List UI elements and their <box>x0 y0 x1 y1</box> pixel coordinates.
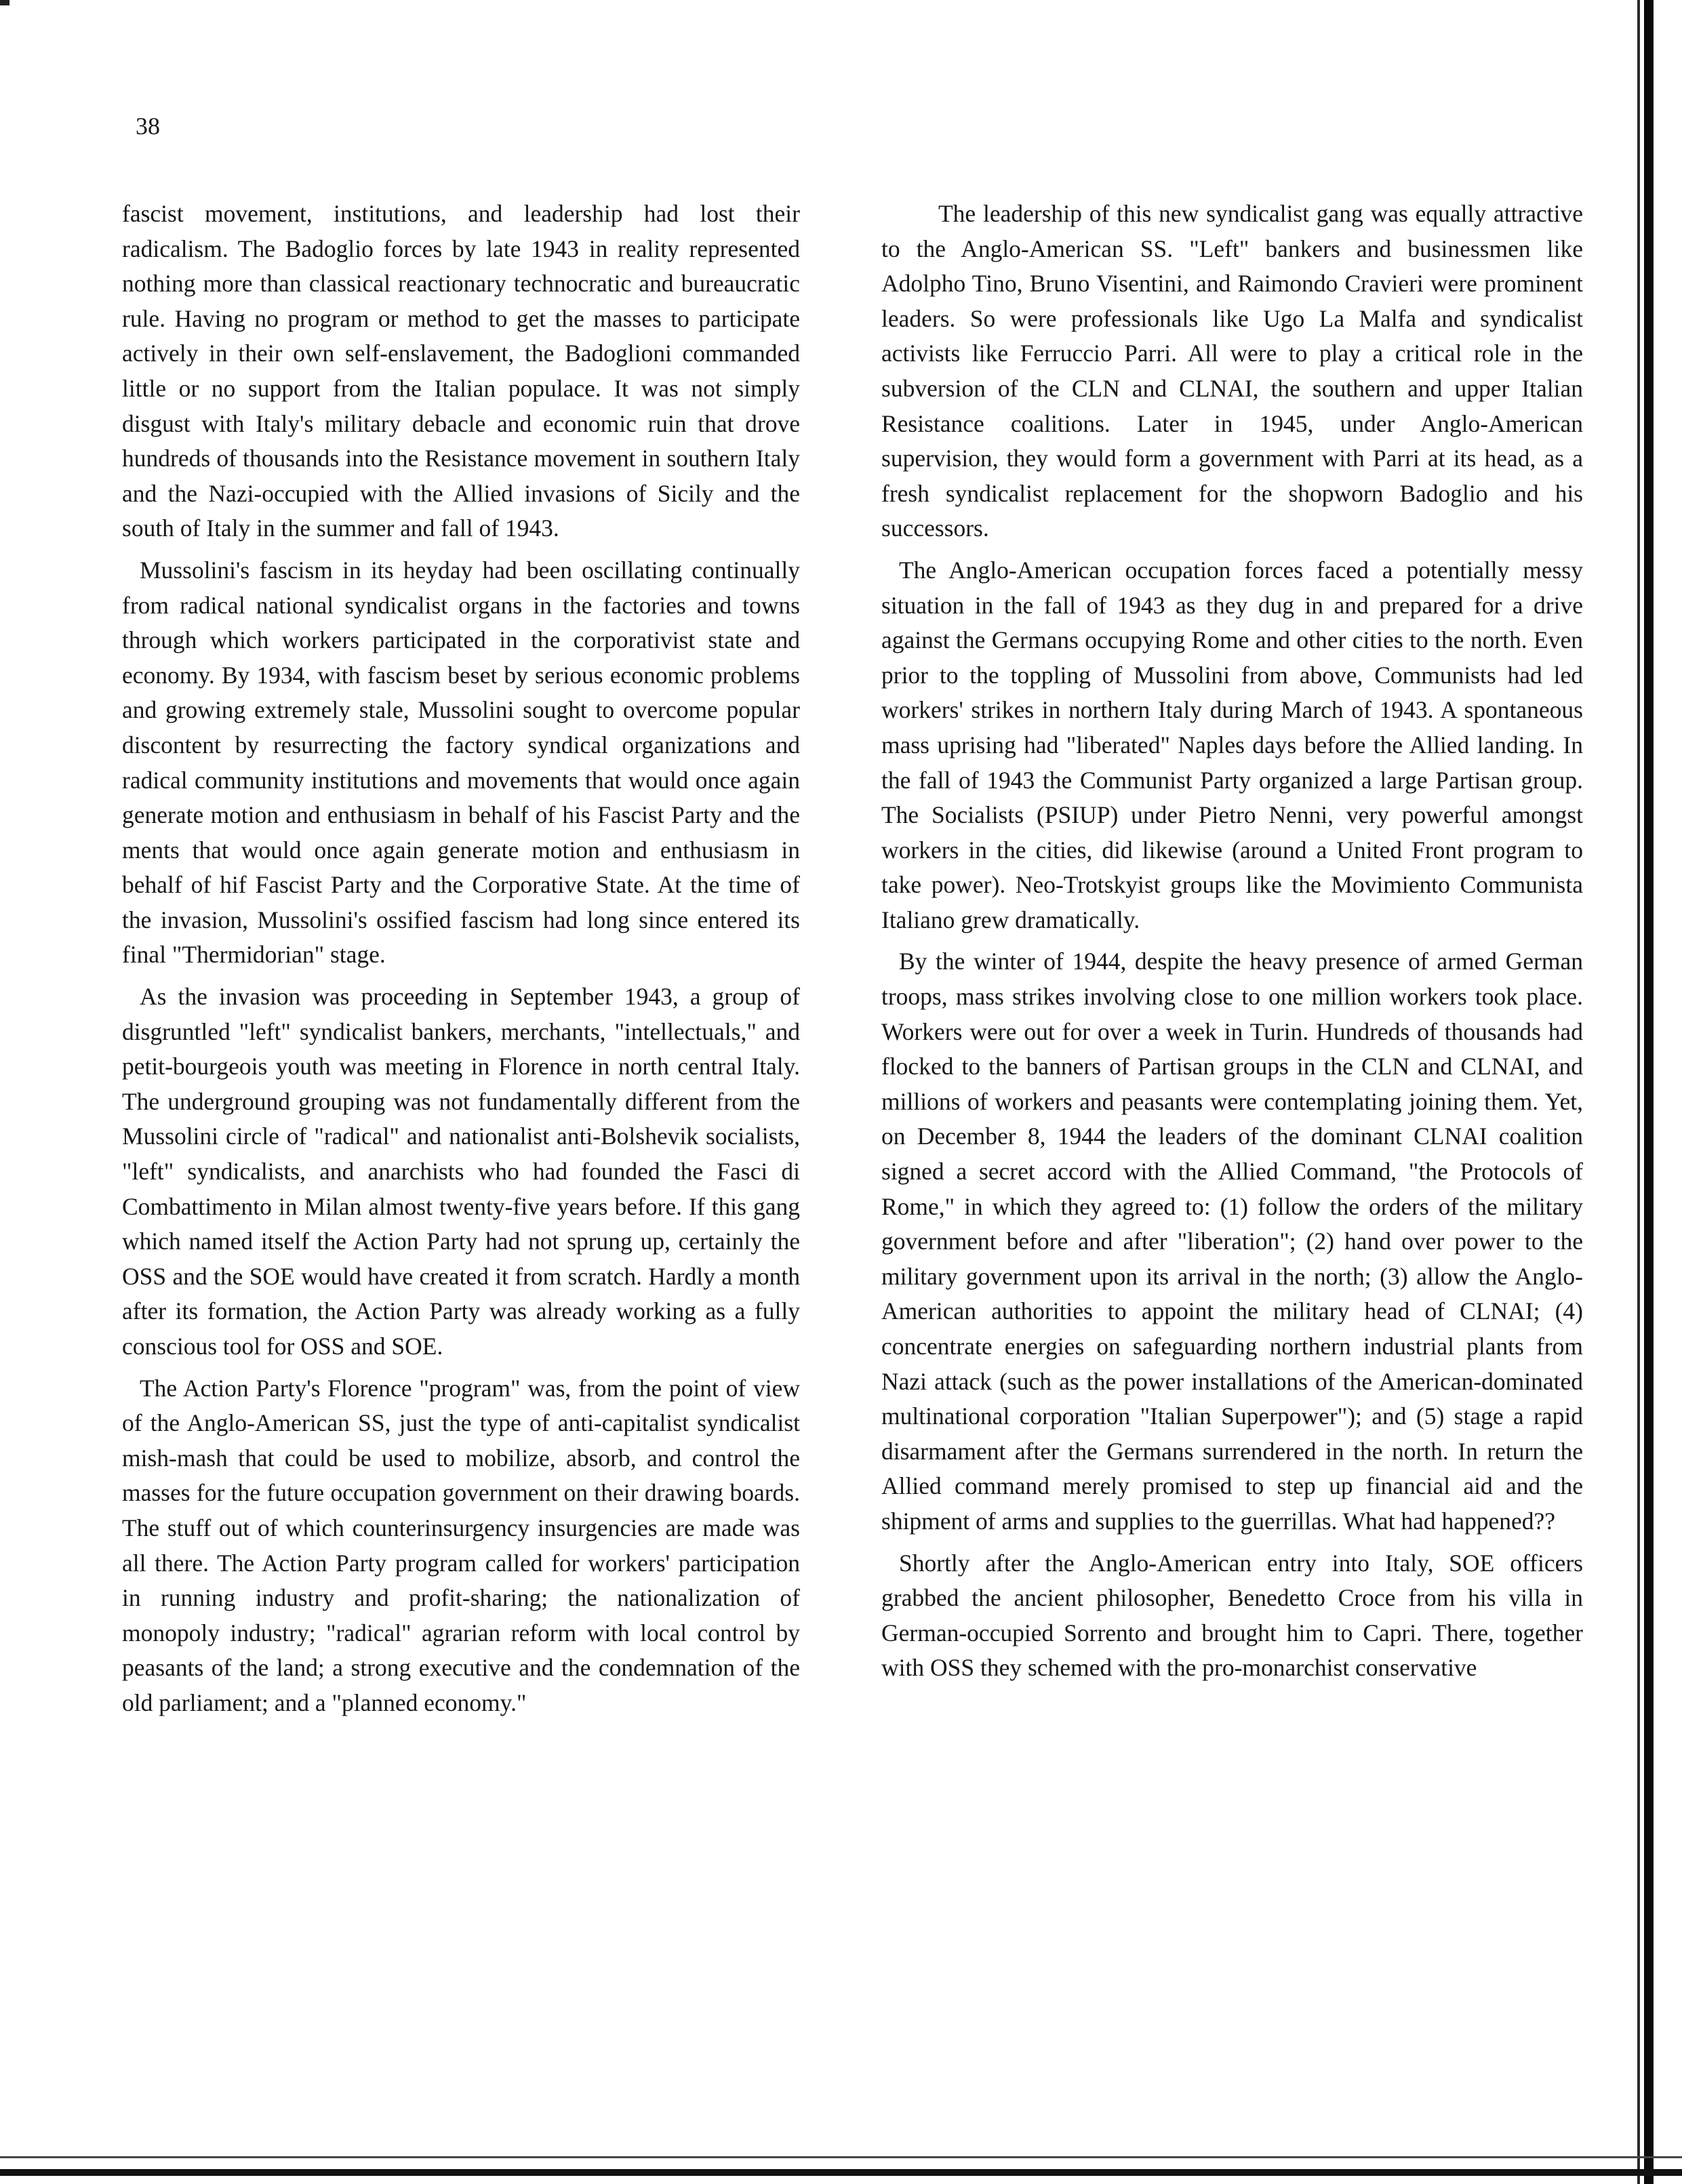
scan-corner-mark <box>0 0 9 5</box>
paragraph: Mussolini's fascism in its heyday had been oscillating continually from radical national syndicalist organs in the factories and towns through which workers participated in the corporativist state and economy. By 1934, with fascism beset by serious economic problems and growing extremely stale, Mussolini sought to overcome popular discontent by resurrecting the factory syndical organizations and radical community institutions and movements that would once again generate motion and enthusiasm in behalf of his Fascist Party and the ments that would once again generate motion and enthusiasm in behalf of hif Fascist Party and the Corporative State. At the time of the invasion, Mussolini's ossified fascism had long since entered its final "Thermidorian" stage. <box>122 556 800 969</box>
scan-bottom-shadow <box>0 2156 1682 2158</box>
paragraph: The Anglo-American occupation forces faced a potentially messy situation in the fall of 1943 as they dug in and prepared for a drive against the Germans occupying Rome and other cities to the north. Even prior to the toppling of Mussolini from above, Communists had led workers' strikes in northern Italy during March of 1943. A spontaneous mass uprising had "liberated" Naples days before the Allied landing. In the fall of 1943 the Communist Party organized a large Partisan group. The Socialists (PSIUP) under Pietro Nenni, very powerful amongst workers in the cities, did likewise (around a United Front program to take power). Neo-Trotskyist groups like the Movimiento Communista Italiano grew dramatically. <box>881 556 1583 933</box>
paragraph: As the invasion was proceeding in September 1943, a group of disgruntled "left" syndicalist bankers, merchants, "intellectuals," and petit-bourgeois youth was meeting in Florence in north central Italy. The underground grouping was not fundamentally different from the Mussolini circle of "radical" and nationalist anti-Bolshevik socialists, "left" syndicalists, and anarchists who had founded the Fasci di Combattimento in Milan almost twenty-five years before. If this gang which named itself the Action Party had not sprung up, certainly the OSS and the SOE would have created it from scratch. Hardly a month after its formation, the Action Party was already working as a fully conscious tool for OSS and SOE. <box>122 983 800 1360</box>
page-number: 38 <box>136 113 160 140</box>
left-column <box>122 197 800 1728</box>
paragraph: The Action Party's Florence "program" was, from the point of view of the Anglo-American SS, just the type of anti-capitalist syndicalist mish-mash that could be used to mobilize, absorb, and control the masses for the future occupation government on their drawing boards. The stuff out of which counterinsurgency insurgencies are made was all there. The Action Party program called for workers' participation in running industry and profit-sharing; the nationalization of monopoly industry; "radical" agrarian reform with local control by peasants of the land; a strong executive and the condemnation of the old parliament; and a "planned economy." <box>122 1374 800 1716</box>
scan-binding-shadow <box>1637 0 1640 2184</box>
paragraph: fascist movement, institutions, and leadership had lost their radicalism. The Badoglio forces by late 1943 in reality represented nothing more than classical reactionary technocratic and bureaucratic rule. Having no program or method to get the masses to participate actively in their own self-enslavement, the Badoglioni commanded little or no support from the Italian populace. It was not simply disgust with Italy's military debacle and economic ruin that drove hundreds of thousands into the Resistance movement in southern Italy and the Nazi-occupied with the Allied invasions of Sicily and the south of Italy in the summer and fall of 1943. <box>122 200 800 542</box>
scan-bottom-edge <box>0 2169 1682 2176</box>
paragraph: By the winter of 1944, despite the heavy presence of armed German troops, mass strikes involving close to one million workers took place. Workers were out for over a week in Turin. Hundreds of thousands had flocked to the banners of Partisan groups in the CLN and CLNAI, and millions of workers and peasants were contemplating joining them. Yet, on December 8, 1944 the leaders of the dominant CLNAI coalition signed a secret accord with the Allied Command, "the Protocols of Rome," in which they agreed to: (1) follow the orders of the military government before and after "liberation"; (2) hand over power to the military government upon its arrival in the north; (3) allow the Anglo-American authorities to appoint the military head of CLNAI; (4) concentrate energies on safeguarding northern industrial plants from Nazi attack (such as the power installations of the American-dominated multinational corporation "Italian Superpower"); and (5) stage a rapid disarmament after the Germans surrendered in the north. In return the Allied command merely promised to step up financial aid and the shipment of arms and supplies to the guerrillas. What had happened?? <box>881 948 1583 1535</box>
paragraph: The leadership of this new syndicalist gang was equally attractive to the Anglo-American SS. "Left" bankers and businessmen like Adolpho Tino, Bruno Visentini, and Raimondo Cravieri were prominent leaders. So were professionals like Ugo La Malfa and syndicalist activists like Ferruccio Parri. All were to play a critical role in the subversion of the CLN and CLNAI, the southern and upper Italian Resistance coalitions. Later in 1945, under Anglo-American supervision, they would form a government with Parri at its head, as a fresh syndicalist replacement for the shopworn Badoglio and his successors. <box>881 200 1583 542</box>
paragraph: Shortly after the Anglo-American entry into Italy, SOE officers grabbed the ancient philosopher, Benedetto Croce from his villa in German-occupied Sorrento and brought him to Capri. There, together with OSS they schemed with the pro-monarchist conservative <box>881 1549 1583 1682</box>
right-column <box>881 197 1583 1686</box>
scan-binding-edge <box>1644 0 1654 2184</box>
